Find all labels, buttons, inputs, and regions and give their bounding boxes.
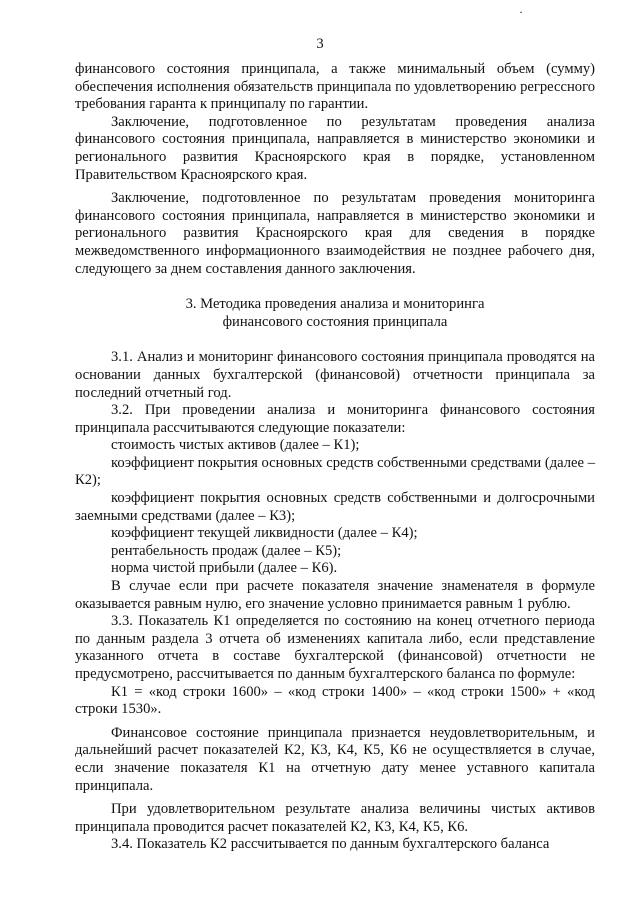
- list-item-k5: рентабельность продаж (далее – К5);: [111, 542, 342, 559]
- paragraph-3-4: 3.4. Показатель К2 рассчитывается по данным бухгалтерского баланса: [111, 836, 550, 853]
- formula-k1: К1 = «код строки 1600» – «код строки 1400» – «код строки 1500» + «код строки 1530».: [75, 683, 595, 718]
- page-number: 3: [316, 36, 324, 52]
- section-heading-line1: 3. Методика проведения анализа и мониторинга: [185, 296, 485, 313]
- paragraph-unsatisfactory: Финансовое состояние принципала признается неудовлетворительным, и дальнейший расчет показателей К2, К3, К4, К5, К6 не осуществляется в случае, если значение показателя К1 на отчетную дату менее уставного капитала принципала.: [75, 724, 595, 794]
- list-item-k3: коэффициент покрытия основных средств собственными и долгосрочными заемными средствами (далее – К3);: [75, 490, 595, 524]
- paragraph-zero-denominator: В случае если при расчете показателя значение знаменателя в формуле оказывается равным нулю, его значение условно принимается равным 1 рублю.: [75, 578, 595, 612]
- paragraph-conclusion-monitoring: Заключение, подготовленное по результатам проведения мониторинга финансового состояния принципала, направляется в министерство экономики и регионального развития Красноярского края для сведения в порядке межведомственного информационного взаимодействия не позднее рабочего дня, следующего за днем составления данного заключения.: [75, 190, 595, 277]
- paragraph-3-3: 3.3. Показатель К1 определяется по состоянию на конец отчетного периода по данным раздела 3 отчета об изменениях капитала либо, если представление указанного отчета в составе бухгалтерской (финансовой) отчетности не предусмотрено, рассчитывается по данным бухгалтерского баланса по формуле:: [75, 613, 595, 682]
- list-item-k6: норма чистой прибыли (далее – К6).: [111, 560, 338, 577]
- list-item-k1: стоимость чистых активов (далее – К1);: [111, 437, 360, 454]
- page-body: [75, 61, 595, 854]
- corner-mark: ·: [519, 5, 523, 19]
- list-item-k2: коэффициент покрытия основных средств собственными средствами (далее – К2);: [75, 454, 595, 489]
- list-item-k4: коэффициент текущей ликвидности (далее – К4);: [111, 525, 418, 542]
- paragraph-satisfactory: При удовлетворительном результате анализа величины чистых активов принципала проводится расчет показателей К2, К3, К4, К5, К6.: [75, 801, 595, 835]
- paragraph-conclusion-analysis: Заключение, подготовленное по результатам проведения анализа финансового состояния принципала, направляется в министерство экономики и регионального развития Красноярского края в порядке, установленном Правительством Красноярского края.: [75, 113, 595, 183]
- paragraph-continuation: финансового состояния принципала, а также минимальный объем (сумму) обеспечения исполнения обязательств принципала по удовлетворению регрессного требования гаранта к принципалу по гарантии.: [75, 61, 595, 113]
- paragraph-3-2: 3.2. При проведении анализа и мониторинга финансового состояния принципала рассчитываются следующие показатели:: [75, 402, 595, 436]
- section-heading-line2: финансового состояния принципала: [222, 313, 448, 330]
- paragraph-3-1: 3.1. Анализ и мониторинг финансового состояния принципала проводятся на основании данных бухгалтерской (финансовой) отчетности принципала за последний отчетный год.: [75, 349, 595, 401]
- section-heading: [75, 296, 595, 331]
